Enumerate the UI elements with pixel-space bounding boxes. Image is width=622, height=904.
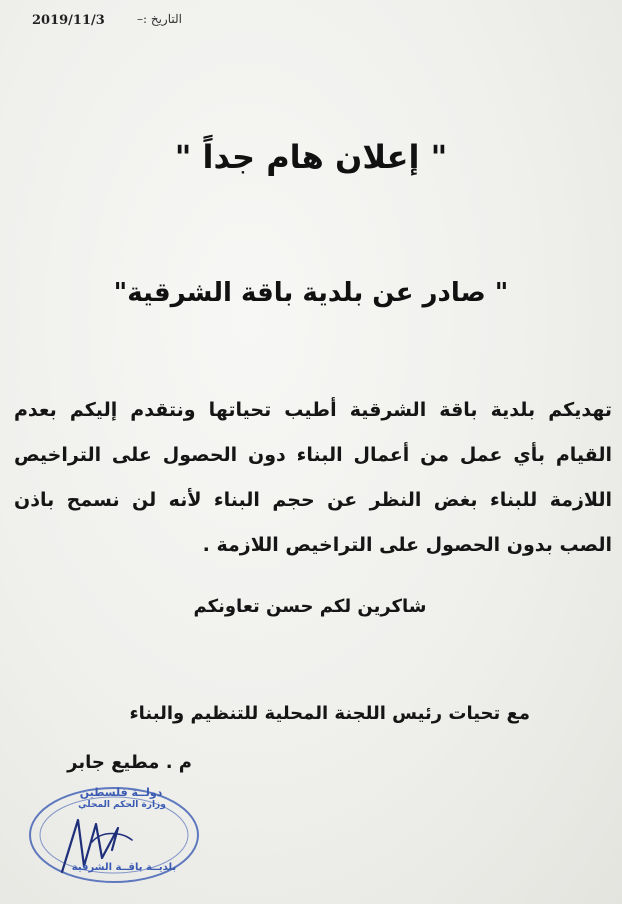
signatory-name: م . مطيع جابر [67,752,192,773]
date-value: 2019/11/3 [32,13,105,28]
announcement-body: تهديكم بلدية باقة الشرقية أطيب تحياتها ونتقدم إليكم بعدم القيام بأي عمل من أعمال البناء دون الحصول على التراخيص اللازمة للبناء بغض النظر عن حجم البناء لأنه لن نسمح باذن الصب بدون الحصول على التراخيص اللازمة . [14,399,612,556]
closing-greeting: مع تحيات رئيس اللجنة المحلية للتنظيم والبناء [129,703,530,724]
date-label: التاريخ :– [136,12,182,26]
announcement-subtitle: " صادر عن بلدية باقة الشرقية" [113,278,509,308]
official-stamp [22,780,202,890]
stamp-text-line2: وزارة الحكم المحلي [78,800,166,810]
announcement-title: " إعلان هام جداً " [174,138,448,176]
stamp-text-line1: دولــة فلسطين [79,786,163,799]
stamp-text-line3: بلديــة باقــة الشرقية [71,862,177,873]
thanks-line: شاكرين لكم حسن تعاونكم [193,596,427,617]
